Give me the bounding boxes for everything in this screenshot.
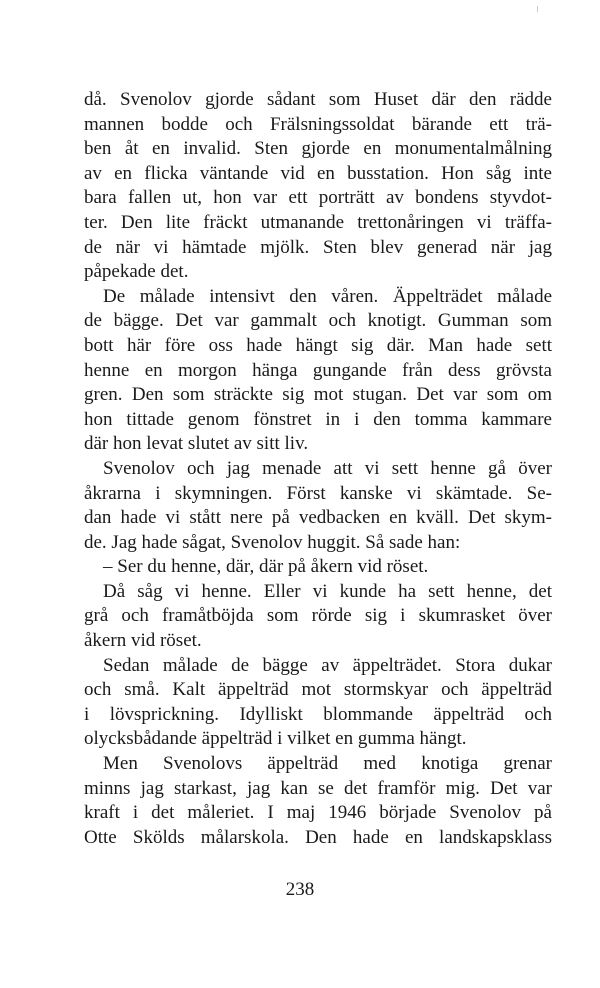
text-line: i lövsprickning. Idylliskt blommande äppelträd och (84, 703, 552, 725)
text-line: minns jag starkast, jag kan se det framför mig. Det var (84, 777, 552, 799)
text-line: mannen bodde och Frälsningssoldat bärande ett trä- (84, 113, 552, 135)
text-line: De målade intensivt den våren. Äppelträdet målade (103, 285, 552, 307)
text-line: där hon levat slutet av sitt liv. (84, 433, 309, 455)
text-line: Svenolov och jag menade att vi sett henne gå över (103, 457, 552, 479)
text-line: Då såg vi henne. Eller vi kunde ha sett henne, det (103, 580, 552, 602)
text-line: och små. Kalt äppelträd mot stormskyar och äppelträd (84, 679, 552, 701)
text-line: de. Jag hade sågat, Svenolov huggit. Så sade han: (84, 531, 461, 553)
text-line: Sedan målade de bägge av äppelträdet. Stora dukar (103, 654, 552, 676)
text-line: de när vi hämtade mjölk. Sten blev generad när jag (84, 236, 552, 258)
text-line: hon tittade genom fönstret in i den tomma kammare (84, 408, 552, 430)
text-line: påpekade det. (84, 261, 189, 283)
text-line: Men Svenolovs äppelträd med knotiga grenar (103, 753, 552, 775)
text-line: grå och framåtböjda som rörde sig i skumrasket över (84, 605, 552, 627)
text-line: ben åt en invalid. Sten gjorde en monumentalmålning (84, 138, 552, 160)
text-line: henne en morgon hänga gungande från dess grövsta (84, 359, 552, 381)
text-line: bara fallen ut, hon var ett porträtt av bondens styvdot- (84, 187, 552, 209)
text-line: olycksbådande äppelträd i vilket en gumma hängt. (84, 728, 467, 750)
text-line: kraft i det måleriet. I maj 1946 började Svenolov på (84, 802, 552, 824)
text-line: dan hade vi stått nere på vedbacken en kväll. Det skym- (84, 507, 552, 529)
scan-mark (537, 6, 538, 12)
text-line: Otte Skölds målarskola. Den hade en landskapsklass (84, 826, 552, 848)
text-line: av en flicka väntande vid en busstation. Hon såg inte (84, 162, 552, 184)
text-line: ter. Den lite fräckt utmanande trettonåringen vi träffa- (84, 211, 552, 233)
text-line: åkrarna i skymningen. Först kanske vi skämtade. Se- (84, 482, 552, 504)
text-line: de bägge. Det var gammalt och knotigt. Gumman som (84, 310, 552, 332)
text-line: – Ser du henne, där, där på åkern vid röset. (103, 556, 429, 578)
text-line: åkern vid röset. (84, 630, 202, 652)
page-number: 238 (285, 879, 315, 900)
page-body (84, 88, 552, 850)
text-line: då. Svenolov gjorde sådant som Huset där den rädde (84, 89, 552, 110)
text-line: bott här före oss hade hängt sig där. Man hade sett (84, 334, 552, 356)
text-line: gren. Den som sträckte sig mot stugan. Det var som om (84, 384, 552, 406)
